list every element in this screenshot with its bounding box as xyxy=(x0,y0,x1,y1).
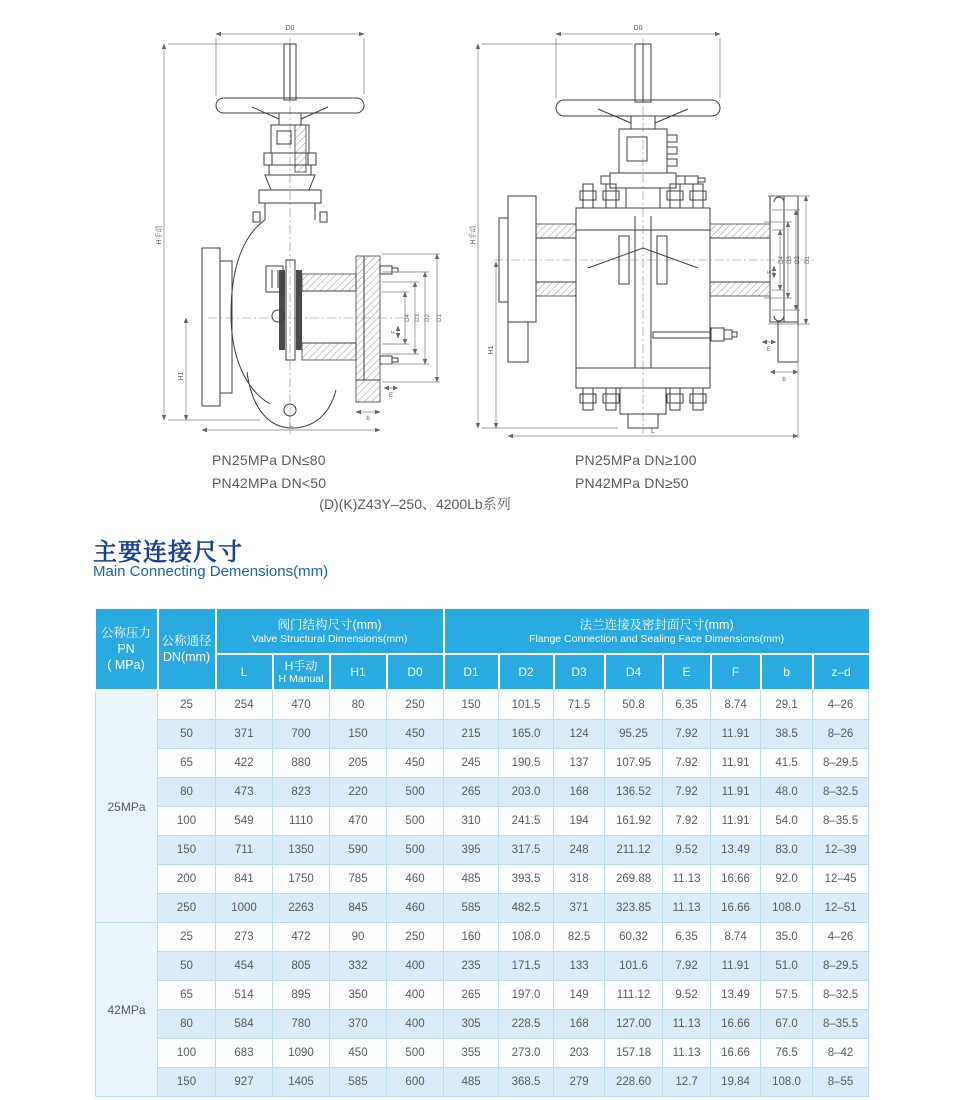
data-cell: 8–35.5 xyxy=(813,807,869,836)
data-cell: 9.52 xyxy=(663,836,711,865)
data-cell: 150 xyxy=(158,836,216,865)
data-cell: 51.0 xyxy=(761,952,813,981)
data-cell: 38.5 xyxy=(761,720,813,749)
svg-text:D2: D2 xyxy=(795,256,801,264)
data-cell: 11.13 xyxy=(663,1039,711,1068)
right-caption-line2: PN42MPa DN≥50 xyxy=(575,475,689,491)
data-cell: 8–29.5 xyxy=(813,749,869,778)
data-cell: 395 xyxy=(444,836,499,865)
data-cell: 600 xyxy=(387,1068,444,1097)
data-cell: 245 xyxy=(444,749,499,778)
header-dn: 公称通径 DN(mm) xyxy=(158,608,216,690)
data-cell: 16.66 xyxy=(711,894,761,923)
header-dim-d4: D4 xyxy=(605,654,663,690)
header-dim-d0: D0 xyxy=(387,654,444,690)
data-cell: 133 xyxy=(554,952,605,981)
data-cell: 12.7 xyxy=(663,1068,711,1097)
data-cell: 16.66 xyxy=(711,1039,761,1068)
data-cell: 454 xyxy=(216,952,273,981)
data-cell: 250 xyxy=(387,690,444,720)
data-cell: 500 xyxy=(387,1039,444,1068)
data-cell: 250 xyxy=(158,894,216,923)
data-cell: 100 xyxy=(158,1039,216,1068)
data-cell: 7.92 xyxy=(663,720,711,749)
data-cell: 785 xyxy=(330,865,387,894)
data-cell: 4–26 xyxy=(813,923,869,952)
data-cell: 8–32.5 xyxy=(813,981,869,1010)
data-cell: 422 xyxy=(216,749,273,778)
header-valve-group: 阀门结构尺寸(mm) Valve Structural Dimensions(mm) xyxy=(216,608,444,654)
header-dim-h1: H1 xyxy=(330,654,387,690)
data-cell: 460 xyxy=(387,865,444,894)
table-row xyxy=(96,778,869,807)
data-cell: 107.95 xyxy=(605,749,663,778)
data-cell: 8–55 xyxy=(813,1068,869,1097)
data-cell: 450 xyxy=(330,1039,387,1068)
right-valve-drawing xyxy=(468,20,838,450)
table-row xyxy=(96,923,869,952)
data-cell: 8–35.5 xyxy=(813,1010,869,1039)
right-flange xyxy=(356,256,380,380)
data-cell: 83.0 xyxy=(761,836,813,865)
data-cell: 11.13 xyxy=(663,865,711,894)
header-dim-f: F xyxy=(711,654,761,690)
data-cell: 823 xyxy=(273,778,330,807)
data-cell: 60.32 xyxy=(605,923,663,952)
data-cell: 197.0 xyxy=(499,981,554,1010)
data-cell: 19.84 xyxy=(711,1068,761,1097)
svg-text:D2: D2 xyxy=(425,314,431,322)
svg-text:H1: H1 xyxy=(178,371,185,381)
data-cell: 250 xyxy=(387,923,444,952)
data-cell: 12–45 xyxy=(813,865,869,894)
table-row xyxy=(96,836,869,865)
data-cell: 57.5 xyxy=(761,981,813,1010)
header-dim-d2: D2 xyxy=(499,654,554,690)
data-cell: 485 xyxy=(444,865,499,894)
data-cell: 470 xyxy=(273,690,330,720)
data-cell: 273.0 xyxy=(499,1039,554,1068)
svg-text:E: E xyxy=(766,347,772,353)
data-cell: 460 xyxy=(387,894,444,923)
section-title-zh: 主要连接尺寸 xyxy=(93,539,243,566)
header-pressure: 公称压力 PN ( MPa) xyxy=(96,608,158,690)
svg-text:D1: D1 xyxy=(437,314,443,322)
data-cell: 8–42 xyxy=(813,1039,869,1068)
data-cell: 500 xyxy=(387,778,444,807)
svg-text:L: L xyxy=(651,428,655,435)
data-cell: 50 xyxy=(158,720,216,749)
figure-area xyxy=(0,0,960,530)
data-cell: 67.0 xyxy=(761,1010,813,1039)
data-cell: 1110 xyxy=(273,807,330,836)
left-valve-body xyxy=(202,44,398,428)
data-cell: 100 xyxy=(158,807,216,836)
data-cell: 7.92 xyxy=(663,952,711,981)
svg-text:D0: D0 xyxy=(285,25,295,32)
left-caption-line2: PN42MPa DN<50 xyxy=(212,475,327,491)
data-cell: 235 xyxy=(444,952,499,981)
data-cell: 6.35 xyxy=(663,690,711,720)
data-cell: 482.5 xyxy=(499,894,554,923)
left-valve-dimensions xyxy=(154,25,443,430)
data-cell: 248 xyxy=(554,836,605,865)
data-cell: 50 xyxy=(158,952,216,981)
svg-text:b: b xyxy=(366,416,370,422)
data-cell: 473 xyxy=(216,778,273,807)
table-row xyxy=(96,720,869,749)
table-row xyxy=(96,749,869,778)
header-dim-d1: D1 xyxy=(444,654,499,690)
data-cell: 108.0 xyxy=(761,894,813,923)
data-cell: 241.5 xyxy=(499,807,554,836)
data-cell: 205 xyxy=(330,749,387,778)
data-cell: 54.0 xyxy=(761,807,813,836)
table-row xyxy=(96,865,869,894)
data-cell: 323.85 xyxy=(605,894,663,923)
left-flange xyxy=(202,248,220,406)
data-cell: 472 xyxy=(273,923,330,952)
data-cell: 149 xyxy=(554,981,605,1010)
right-caption-line1: PN25MPa DN≥100 xyxy=(575,452,697,468)
data-cell: 485 xyxy=(444,1068,499,1097)
data-cell: 11.91 xyxy=(711,749,761,778)
header-dim-e: E xyxy=(663,654,711,690)
data-cell: 1405 xyxy=(273,1068,330,1097)
vent-fitting xyxy=(685,176,698,184)
data-cell: 470 xyxy=(330,807,387,836)
table-row xyxy=(96,690,869,720)
data-cell: 95.25 xyxy=(605,720,663,749)
data-cell: 50.8 xyxy=(605,690,663,720)
pressure-section-cell: 42MPa xyxy=(96,923,158,1097)
data-cell: 150 xyxy=(444,690,499,720)
data-cell: 171.5 xyxy=(499,952,554,981)
data-cell: 137 xyxy=(554,749,605,778)
header-dim-d3: D3 xyxy=(554,654,605,690)
left-caption-line1: PN25MPa DN≤80 xyxy=(212,452,326,468)
svg-text:b: b xyxy=(782,377,786,383)
data-cell: 25 xyxy=(158,923,216,952)
data-cell: 16.66 xyxy=(711,1010,761,1039)
data-cell: 8.74 xyxy=(711,690,761,720)
table-row xyxy=(96,1068,869,1097)
data-cell: 161.92 xyxy=(605,807,663,836)
data-cell: 211.12 xyxy=(605,836,663,865)
header-dim-h-: H手动 H Manual xyxy=(273,654,330,690)
data-cell: 1350 xyxy=(273,836,330,865)
left-valve-drawing xyxy=(152,20,452,450)
svg-text:H手动: H手动 xyxy=(470,225,477,245)
right-figure-caption xyxy=(575,449,697,495)
header-row-groups xyxy=(96,608,869,654)
left-flange xyxy=(508,196,536,322)
data-cell: 11.91 xyxy=(711,952,761,981)
data-cell: 265 xyxy=(444,778,499,807)
data-cell: 11.13 xyxy=(663,894,711,923)
data-cell: 101.6 xyxy=(605,952,663,981)
data-cell: 590 xyxy=(330,836,387,865)
data-cell: 310 xyxy=(444,807,499,836)
data-cell: 165.0 xyxy=(499,720,554,749)
table-row xyxy=(96,894,869,923)
data-cell: 228.60 xyxy=(605,1068,663,1097)
data-cell: 127.00 xyxy=(605,1010,663,1039)
data-cell: 8–32.5 xyxy=(813,778,869,807)
data-cell: 549 xyxy=(216,807,273,836)
data-cell: 584 xyxy=(216,1010,273,1039)
data-cell: 220 xyxy=(330,778,387,807)
data-cell: 215 xyxy=(444,720,499,749)
data-cell: 400 xyxy=(387,952,444,981)
data-cell: 4–26 xyxy=(813,690,869,720)
data-cell: 2263 xyxy=(273,894,330,923)
svg-text:D0: D0 xyxy=(633,25,643,32)
table-row xyxy=(96,807,869,836)
data-cell: 101.5 xyxy=(499,690,554,720)
data-cell: 203 xyxy=(554,1039,605,1068)
svg-text:L: L xyxy=(289,422,293,429)
data-cell: 711 xyxy=(216,836,273,865)
svg-text:D3: D3 xyxy=(415,314,421,322)
header-dim-z-d: z–d xyxy=(813,654,869,690)
data-cell: 450 xyxy=(387,720,444,749)
data-cell: 136.52 xyxy=(605,778,663,807)
data-cell: 332 xyxy=(330,952,387,981)
data-cell: 355 xyxy=(444,1039,499,1068)
data-cell: 273 xyxy=(216,923,273,952)
data-cell: 80 xyxy=(330,690,387,720)
data-cell: 108.0 xyxy=(761,1068,813,1097)
data-cell: 7.92 xyxy=(663,807,711,836)
data-cell: 35.0 xyxy=(761,923,813,952)
svg-text:F: F xyxy=(767,270,773,274)
data-cell: 500 xyxy=(387,836,444,865)
pressure-section-cell: 25MPa xyxy=(96,690,158,923)
data-cell: 71.5 xyxy=(554,690,605,720)
data-cell: 80 xyxy=(158,778,216,807)
data-cell: 279 xyxy=(554,1068,605,1097)
data-cell: 13.49 xyxy=(711,836,761,865)
data-cell: 48.0 xyxy=(761,778,813,807)
data-cell: 65 xyxy=(158,749,216,778)
data-cell: 269.88 xyxy=(605,865,663,894)
table-body xyxy=(96,690,869,1097)
data-cell: 1000 xyxy=(216,894,273,923)
svg-text:F: F xyxy=(391,330,397,334)
data-cell: 12–39 xyxy=(813,836,869,865)
data-cell: 80 xyxy=(158,1010,216,1039)
data-cell: 168 xyxy=(554,778,605,807)
table-row xyxy=(96,1039,869,1068)
svg-text:D4: D4 xyxy=(779,256,785,264)
data-cell: 393.5 xyxy=(499,865,554,894)
data-cell: 11.13 xyxy=(663,1010,711,1039)
data-cell: 168 xyxy=(554,1010,605,1039)
data-cell: 11.91 xyxy=(711,778,761,807)
grease-fitting xyxy=(653,332,711,338)
data-cell: 254 xyxy=(216,690,273,720)
data-cell: 895 xyxy=(273,981,330,1010)
data-cell: 1090 xyxy=(273,1039,330,1068)
data-cell: 500 xyxy=(387,807,444,836)
svg-text:H1: H1 xyxy=(488,345,495,355)
data-cell: 160 xyxy=(444,923,499,952)
svg-text:D3: D3 xyxy=(787,256,793,264)
data-cell: 203.0 xyxy=(499,778,554,807)
data-cell: 845 xyxy=(330,894,387,923)
data-cell: 157.18 xyxy=(605,1039,663,1068)
data-cell: 11.91 xyxy=(711,807,761,836)
data-cell: 111.12 xyxy=(605,981,663,1010)
data-cell: 305 xyxy=(444,1010,499,1039)
data-cell: 317.5 xyxy=(499,836,554,865)
data-cell: 368.5 xyxy=(499,1068,554,1097)
data-cell: 780 xyxy=(273,1010,330,1039)
data-cell: 514 xyxy=(216,981,273,1010)
data-cell: 13.49 xyxy=(711,981,761,1010)
data-cell: 683 xyxy=(216,1039,273,1068)
data-cell: 7.92 xyxy=(663,749,711,778)
data-cell: 194 xyxy=(554,807,605,836)
data-cell: 9.52 xyxy=(663,981,711,1010)
data-cell: 318 xyxy=(554,865,605,894)
data-cell: 8–26 xyxy=(813,720,869,749)
section-title-en: Main Connecting Demensions(mm) xyxy=(93,563,329,580)
data-cell: 90 xyxy=(330,923,387,952)
data-cell: 265 xyxy=(444,981,499,1010)
data-cell: 371 xyxy=(554,894,605,923)
data-cell: 7.92 xyxy=(663,778,711,807)
data-cell: 370 xyxy=(330,1010,387,1039)
data-cell: 8–29.5 xyxy=(813,952,869,981)
svg-text:D4: D4 xyxy=(405,314,411,322)
data-cell: 841 xyxy=(216,865,273,894)
dimension-table xyxy=(95,607,869,1097)
data-cell: 12–51 xyxy=(813,894,869,923)
right-valve-body xyxy=(499,44,798,428)
data-cell: 700 xyxy=(273,720,330,749)
table-row xyxy=(96,952,869,981)
svg-text:D1: D1 xyxy=(805,256,811,264)
data-cell: 228.5 xyxy=(499,1010,554,1039)
data-cell: 29.1 xyxy=(761,690,813,720)
data-cell: 350 xyxy=(330,981,387,1010)
data-cell: 805 xyxy=(273,952,330,981)
data-cell: 76.5 xyxy=(761,1039,813,1068)
data-cell: 150 xyxy=(158,1068,216,1097)
header-dim-l: L xyxy=(216,654,273,690)
data-cell: 65 xyxy=(158,981,216,1010)
data-cell: 200 xyxy=(158,865,216,894)
svg-text:H手动: H手动 xyxy=(156,225,163,245)
data-cell: 82.5 xyxy=(554,923,605,952)
table-row xyxy=(96,1010,869,1039)
data-cell: 41.5 xyxy=(761,749,813,778)
left-figure-caption xyxy=(212,449,326,495)
data-cell: 880 xyxy=(273,749,330,778)
svg-text:E: E xyxy=(388,393,394,399)
data-cell: 16.66 xyxy=(711,865,761,894)
data-cell: 124 xyxy=(554,720,605,749)
header-dim-b: b xyxy=(761,654,813,690)
data-cell: 190.5 xyxy=(499,749,554,778)
data-cell: 400 xyxy=(387,1010,444,1039)
data-cell: 400 xyxy=(387,981,444,1010)
data-cell: 11.91 xyxy=(711,720,761,749)
header-flange-group: 法兰连接及密封面尺寸(mm) Flange Connection and Sealing Face Dimensions(mm) xyxy=(444,608,869,654)
data-cell: 450 xyxy=(387,749,444,778)
data-cell: 371 xyxy=(216,720,273,749)
data-cell: 585 xyxy=(444,894,499,923)
data-cell: 927 xyxy=(216,1068,273,1097)
data-cell: 150 xyxy=(330,720,387,749)
series-caption: (D)(K)Z43Y–250、4200Lb系列 xyxy=(319,496,511,512)
data-cell: 585 xyxy=(330,1068,387,1097)
table-row xyxy=(96,981,869,1010)
data-cell: 108.0 xyxy=(499,923,554,952)
data-cell: 8.74 xyxy=(711,923,761,952)
data-cell: 6.35 xyxy=(663,923,711,952)
data-cell: 25 xyxy=(158,690,216,720)
data-cell: 1750 xyxy=(273,865,330,894)
table-head xyxy=(96,608,869,690)
data-cell: 92.0 xyxy=(761,865,813,894)
